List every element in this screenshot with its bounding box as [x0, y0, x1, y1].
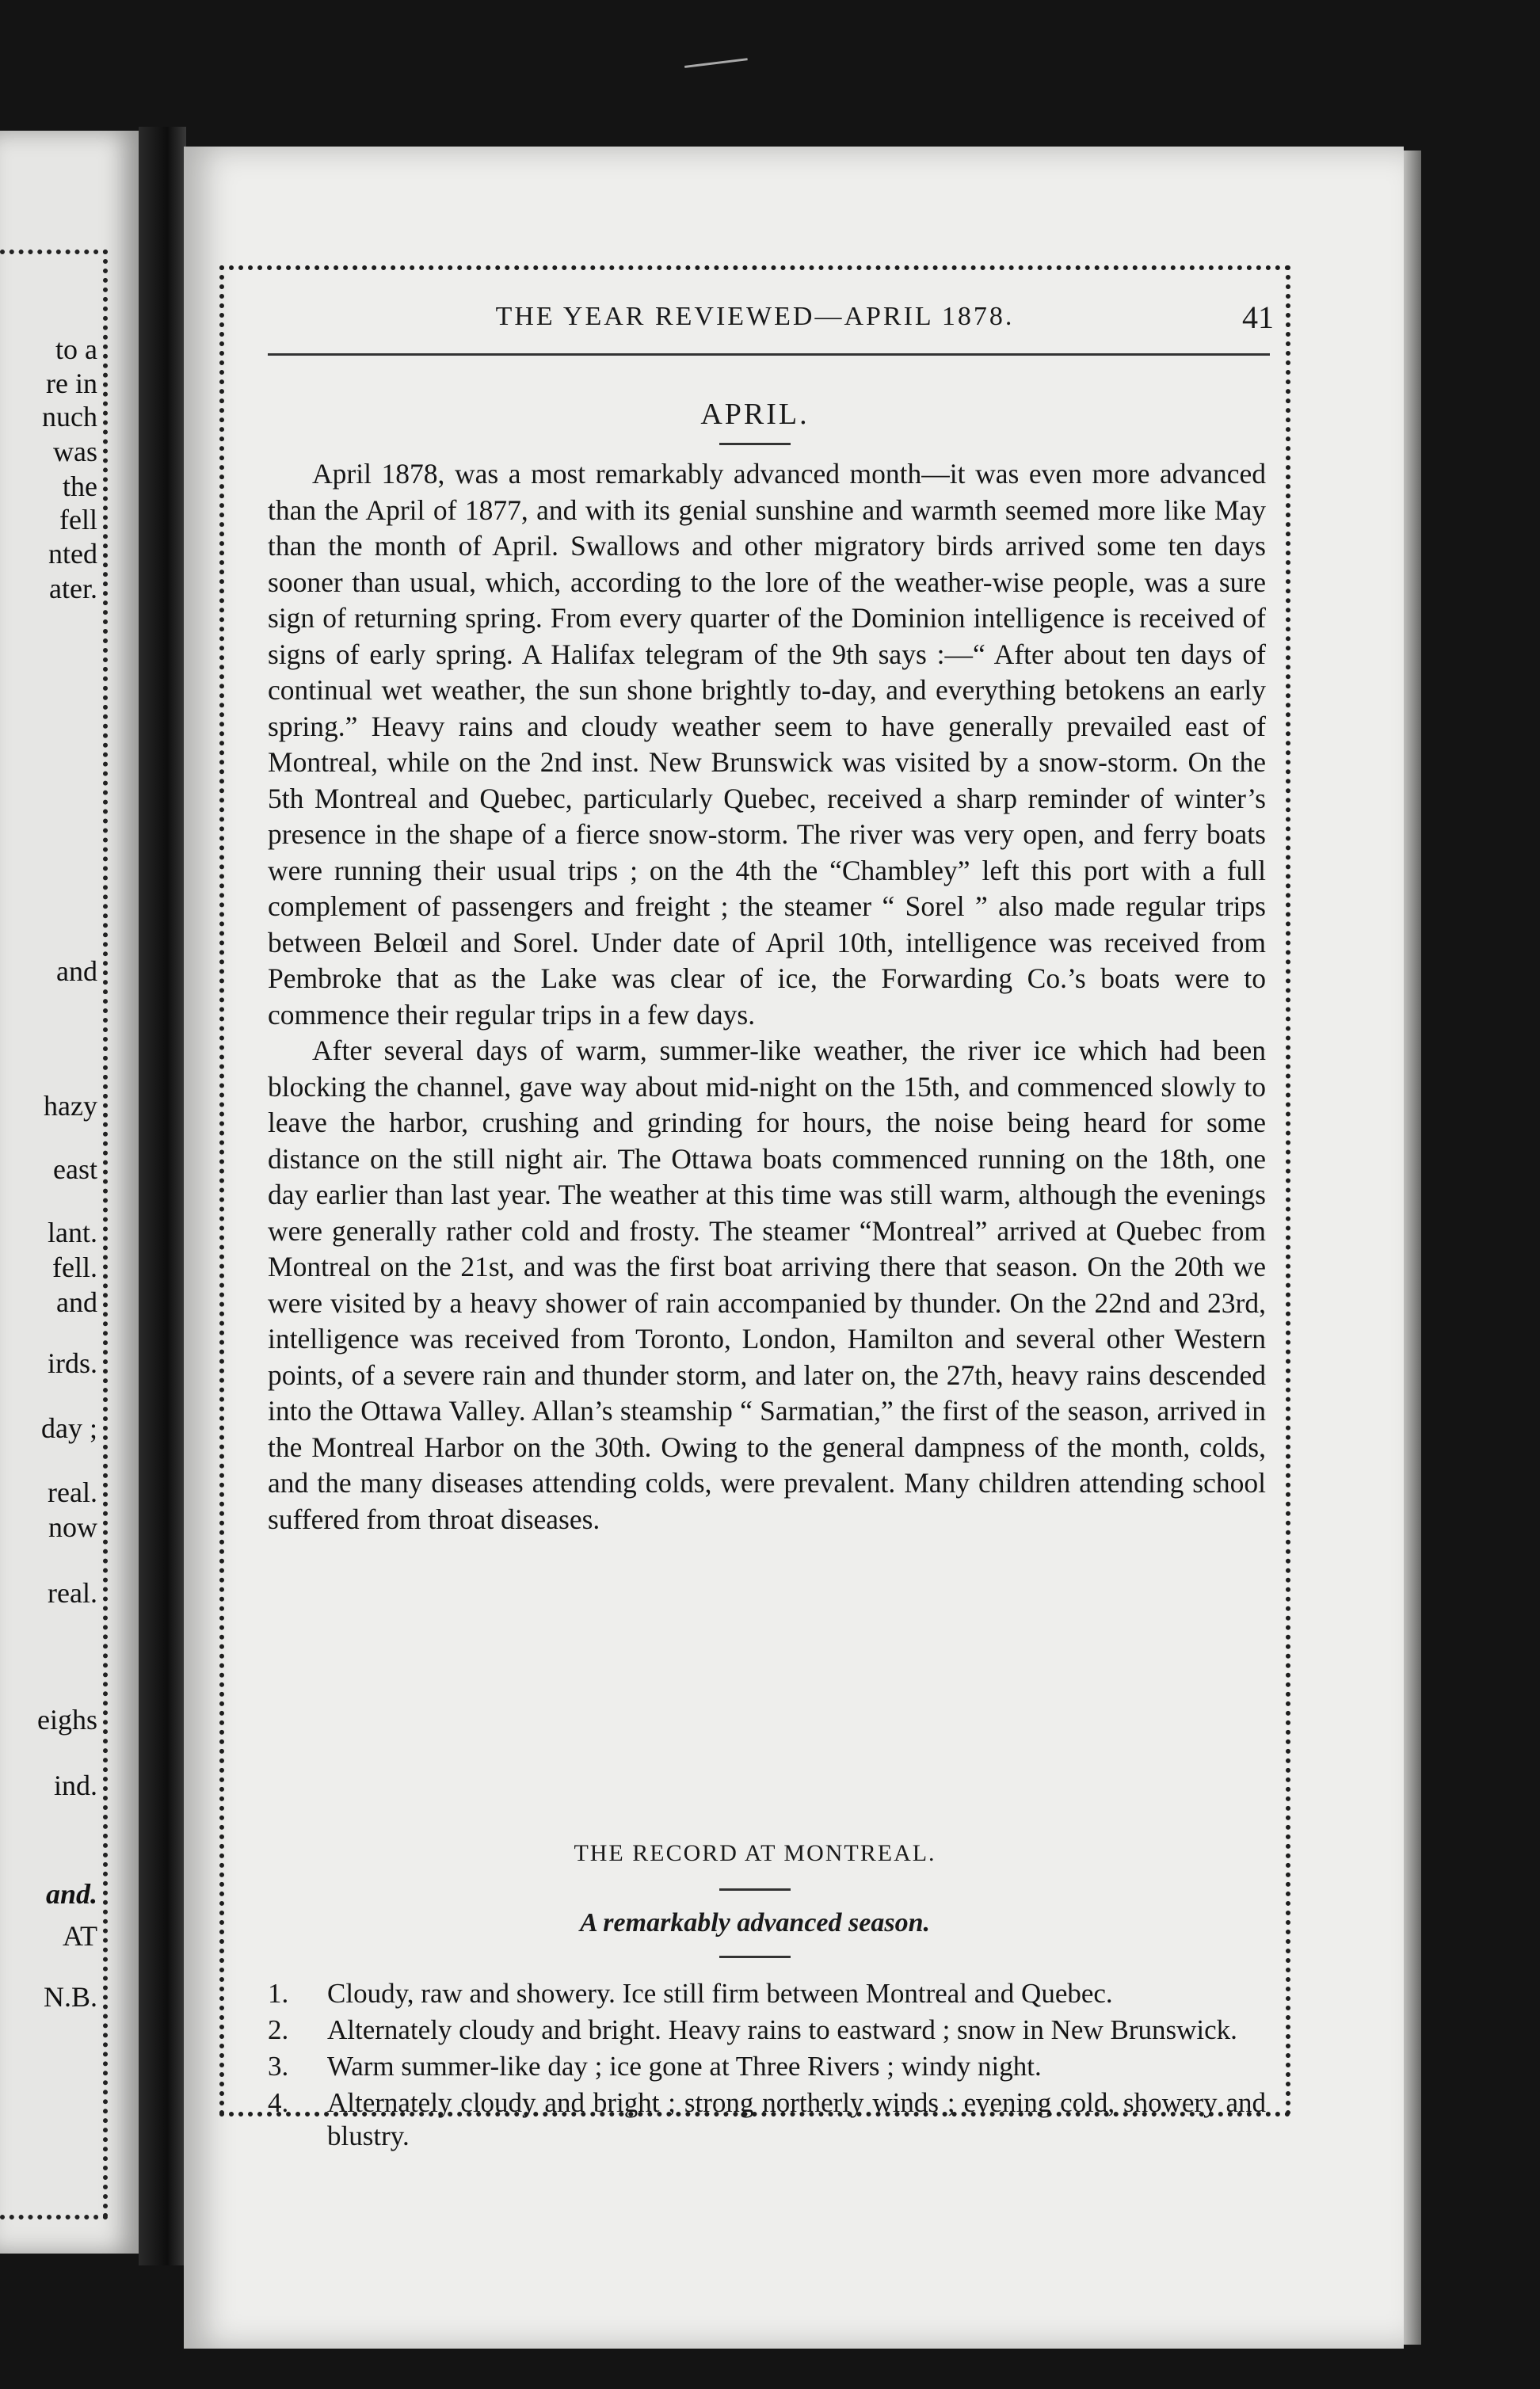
entry-text: Warm summer-like day ; ice gone at Three Rivers ; windy night.: [327, 2051, 1042, 2082]
facing-page-fragment: fell: [59, 504, 97, 535]
entry-text: Alternately cloudy and bright ; strong northerly winds ; evening cold, showery and blustry.: [327, 2087, 1266, 2151]
facing-page-fragment: hazy: [44, 1090, 97, 1122]
daily-record-list: [268, 1977, 1266, 2156]
facing-page-fragment: the: [63, 471, 97, 502]
entry-number: 4.: [268, 2087, 289, 2118]
facing-page-fragment: nted: [48, 538, 97, 570]
facing-page-fragment: and: [56, 1286, 97, 1318]
record-sub-rule: [719, 1956, 791, 1958]
facing-page-fragment: fell.: [52, 1252, 97, 1283]
record-subheading: A remarkably advanced season.: [580, 1908, 930, 1937]
book-page: [184, 147, 1404, 2349]
entry-number: 2.: [268, 2014, 289, 2045]
facing-page-fragment: real.: [48, 1476, 97, 1508]
header-rule: [268, 353, 1270, 356]
entry-number: 1.: [268, 1978, 289, 2009]
facing-page-left: [0, 131, 139, 2254]
facing-page-fragment: real.: [48, 1577, 97, 1609]
page-frame: [219, 265, 1290, 2151]
running-head: THE YEAR REVIEWED—APRIL 1878.: [495, 302, 1015, 331]
facing-page-fragment: re in: [46, 368, 97, 399]
list-item: [268, 2050, 1266, 2083]
facing-page-fragment: ater.: [49, 573, 97, 604]
entry-text: Alternately cloudy and bright. Heavy rains to eastward ; snow in New Brunswick.: [327, 2014, 1237, 2045]
page-number: 41: [1242, 299, 1274, 335]
facing-page-fragment: was: [53, 436, 97, 467]
facing-page-fragment: day ;: [41, 1412, 97, 1444]
list-item: [268, 2014, 1266, 2047]
paragraph: April 1878, was a most remarkably advanced month—it was even more advanced than the April of 1877, and with its genial sunshine and warmth seemed more like May than the month of April. Swallows and other migratory birds arrived some ten days sooner than usual, which, according to the lore of the weather-wise people, was a sure sign of returning spring. From every quarter of the Dominion intelligence is received of signs of early spring. A Halifax telegram of the 9th says :—“ After about ten days of continual wet weather, the sun shone brightly to-day, and everything betokens an early spring.” Heavy rains and cloudy weather seem to have generally prevailed east of Montreal, while on the 2nd inst. New Brunswick was visited by a snow-storm. On the 5th Montreal and Quebec, particularly Quebec, received a sharp reminder of winter’s presence in the shape of a fierce snow-storm. The river was very open, and ferry boats were running their usual trips ; on the 4th the “Chambley” left this port with a full complement of passengers and freight ; the steamer “ Sorel ” also made regular trips between Belœil and Sorel. Under date of April 10th, intelligence was received from Pembroke that as the Lake was clear of ice, the Forwarding Co.’s boats were to commence their regular trips in a few days.: [268, 458, 1266, 1031]
facing-page-fragment: lant.: [48, 1217, 97, 1248]
facing-page-fragment: and: [56, 955, 97, 987]
page-edge: [1404, 151, 1421, 2345]
list-item: [268, 1977, 1266, 2010]
record-heading: THE RECORD AT MONTREAL.: [574, 1840, 936, 1866]
facing-page-fragment: ind.: [53, 1770, 97, 1801]
entry-number: 3.: [268, 2051, 289, 2082]
facing-page-fragment: N.B.: [43, 1981, 97, 2013]
facing-page-fragment: eighs: [37, 1704, 97, 1736]
article-body: [268, 456, 1266, 1537]
title-rule: [719, 443, 791, 445]
facing-page-fragment: to a: [55, 333, 97, 365]
facing-page-fragment: east: [53, 1153, 97, 1185]
section-title: APRIL.: [700, 398, 810, 431]
book-gutter: [139, 127, 186, 2265]
paragraph: After several days of warm, summer-like weather, the river ice which had been blocking the channel, gave way about mid-night on the 15th, and commenced slowly to leave the harbor, crushing and grinding for hours, the noise being heard for some distance on the still night air. The Ottawa boats commenced running on the 18th, one day earlier than last year. The weather at this time was still warm, although the evenings were generally rather cold and frosty. The steamer “Montreal” arrived at Quebec from Montreal on the 21st, and was the first boat arriving there that season. On the 20th we were visited by a heavy shower of rain accompanied by thunder. On the 22nd and 23rd, intelligence was received from Toronto, London, Hamilton and several other Western points, of a severe rain and thunder storm, and later on, the 27th, heavy rains descended into the Ottawa Valley. Allan’s steamship “ Sarmatian,” the first of the season, arrived in the Montreal Harbor on the 30th. Owing to the general dampness of the month, colds, and the many diseases attending colds, were prevalent. Many children attending school suffered from throat diseases.: [268, 1034, 1266, 1535]
entry-text: Cloudy, raw and showery. Ice still firm between Montreal and Quebec.: [327, 1978, 1113, 2009]
facing-page-fragment: and.: [45, 1878, 97, 1910]
facing-page-fragment: irds.: [48, 1347, 97, 1379]
facing-page-fragment: now: [48, 1511, 97, 1543]
list-item: [268, 2086, 1266, 2153]
record-rule: [719, 1888, 791, 1891]
facing-page-fragment: AT: [63, 1920, 97, 1952]
scan-mark: [684, 58, 749, 82]
facing-page-fragment: nuch: [42, 401, 97, 432]
